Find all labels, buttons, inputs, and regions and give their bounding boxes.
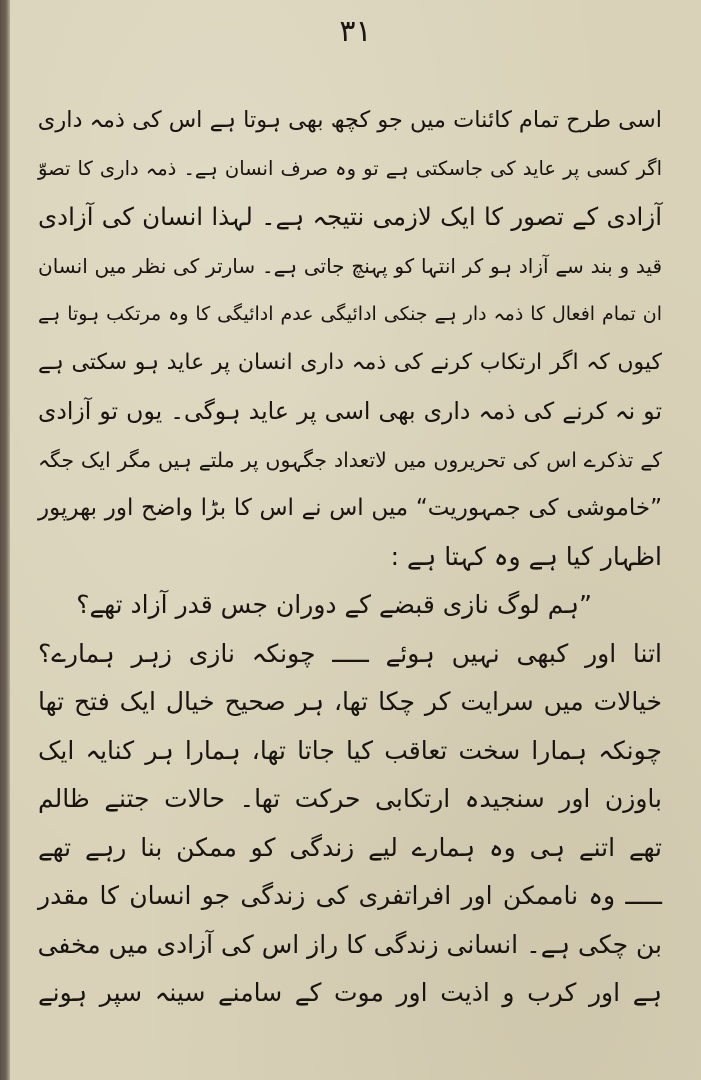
text-line: کیوں کہ اگر ارتکاب کرنے کی ذمہ داری انسان پر عاید ہو سکتی ہے xyxy=(38,349,662,375)
text-line: قید و بند سے آزاد ہو کر انتہا کو پہنچ جاتی ہے۔ سارتر کی نظر میں انسان xyxy=(38,253,662,278)
quote-line: خیالات میں سرایت کر چکا تھا، ہر صحیح خیال ایک فتح تھا xyxy=(38,687,662,716)
quote-line: ”ہم لوگ نازی قبضے کے دوران جس قدر آزاد تھے؟ xyxy=(76,590,592,619)
text-line: اسی طرح تمام کائنات میں جو کچھ بھی ہوتا ہے اس کی ذمہ داری xyxy=(37,107,662,133)
quote-line: باوزن اور سنجیدہ ارتکابی حرکت تھا۔ حالات جتنے ظالم xyxy=(38,784,662,813)
text-line: آزادی کے تصور کا ایک لازمی نتیجہ ہے۔ لہذا انسان کی آزادی xyxy=(38,202,662,231)
quote-line: تھے اتنے ہی وہ ہمارے لیے زندگی کو ممکن بنا رہے تھے xyxy=(38,832,662,862)
quote-line: ـــــ وہ ناممکن اور افراتفری کی زندگی جو انسان کا مقدر xyxy=(38,881,662,910)
quote-line: ہے اور کرب و اذیت اور موت کے سامنے سینہ سپر ہونے xyxy=(38,978,662,1007)
text-line: تو نہ کرنے کی ذمہ داری بھی اسی پر عاید ہوگی۔ یوں تو آزادی xyxy=(38,397,662,425)
text-line: اظہار کیا ہے وہ کہتا ہے : xyxy=(390,541,662,571)
text-line: ان تمام افعال کا ذمہ دار ہے جنکی ادائیگی عدم ادائیگی کا وہ مرتکب ہوتا ہے xyxy=(38,303,662,325)
page-number: ۳۱ xyxy=(339,14,372,49)
book-page xyxy=(10,0,701,1080)
quote-line: چونکہ ہمارا سخت تعاقب کیا جاتا تھا، ہمارا ہر کنایہ ایک xyxy=(38,735,662,765)
text-line: ”خاموشی کی جمہوریت“ میں اس نے اس کا بڑا واضح اور بھرپور xyxy=(38,495,662,521)
quote-line: اتنا اور کبھی نہیں ہوئے ـــــ چونکہ نازی زہر ہمارے؟ xyxy=(38,638,662,668)
quotation-block xyxy=(38,581,662,1018)
text-line: اگر کسی پر عاید کی جاسکتی ہے تو وہ صرف انسان ہے۔ ذمہ داری کا تصوّ xyxy=(38,156,662,180)
text-line: کے تذکرے اس کی تحریروں میں لاتعداد جگہوں پر ملتے ہیں مگر ایک جگہ xyxy=(38,447,662,472)
page-body-text xyxy=(38,96,662,1018)
quote-line: بن چکی ہے۔ انسانی زندگی کا راز اس کی آزادی میں مخفی xyxy=(37,929,662,959)
